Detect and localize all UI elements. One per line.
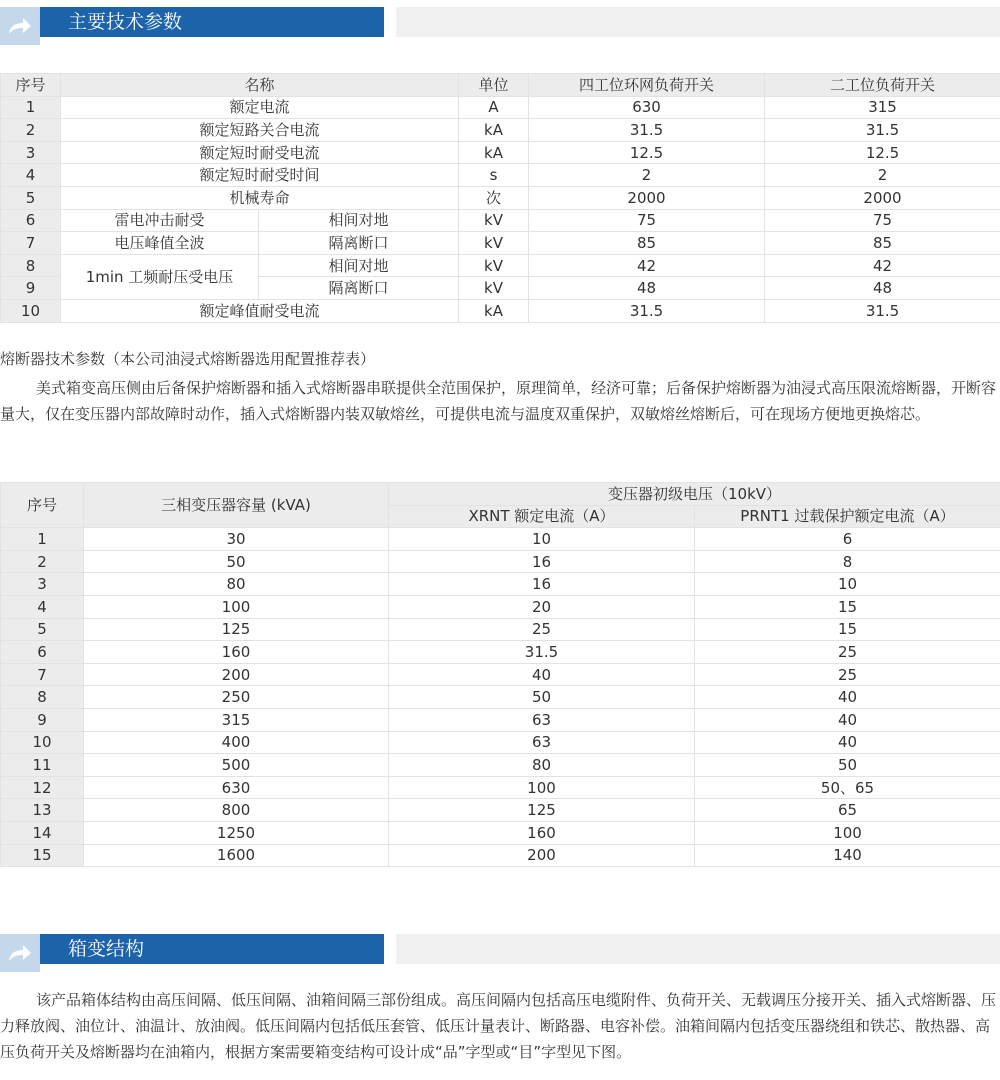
cell-xrnt: 20 xyxy=(389,595,695,618)
cell-prnt: 50 xyxy=(695,754,1000,777)
cell-unit: kA xyxy=(459,141,529,164)
header-capacity: 三相变压器容量 (kVA) xyxy=(84,483,389,528)
table-row xyxy=(1,686,1000,709)
section-header-structure xyxy=(0,934,1000,964)
cell-xrnt: 31.5 xyxy=(389,641,695,664)
cell-capacity: 125 xyxy=(84,618,389,641)
header-seq: 序号 xyxy=(1,74,61,97)
table-row xyxy=(1,141,1000,164)
fuse-section-title: 熔断器技术参数（本公司油浸式熔断器选用配置推荐表） xyxy=(0,350,376,368)
cell-seq: 15 xyxy=(1,844,84,867)
cell-unit: A xyxy=(459,96,529,119)
cell-value-1: 85 xyxy=(529,232,765,255)
cell-prnt: 50、65 xyxy=(695,776,1000,799)
fuse-recommendation-table xyxy=(0,482,1000,867)
cell-seq: 7 xyxy=(1,232,61,255)
cell-value-1: 42 xyxy=(529,254,765,277)
cell-name: 额定短路关合电流 xyxy=(61,119,459,142)
cell-unit: s xyxy=(459,164,529,187)
cell-xrnt: 63 xyxy=(389,708,695,731)
cell-unit: kV xyxy=(459,254,529,277)
cell-seq: 8 xyxy=(1,686,84,709)
cell-seq: 6 xyxy=(1,641,84,664)
table-row xyxy=(1,754,1000,777)
cell-value-2: 2 xyxy=(765,164,1000,187)
cell-unit: 次 xyxy=(459,186,529,209)
cell-value-2: 31.5 xyxy=(765,119,1000,142)
cell-prnt: 40 xyxy=(695,708,1000,731)
section-divider-bar xyxy=(396,7,1000,37)
cell-seq: 7 xyxy=(1,663,84,686)
header-four-position: 四工位环网负荷开关 xyxy=(529,74,765,97)
cell-name: 额定电流 xyxy=(61,96,459,119)
cell-xrnt: 200 xyxy=(389,844,695,867)
cell-xrnt: 80 xyxy=(389,754,695,777)
cell-prnt: 15 xyxy=(695,618,1000,641)
fuse-description: 美式箱变高压侧由后备保护熔断器和插入式熔断器串联提供全范围保护，原理简单，经济可靠；后备保护熔断器为油浸式高压限流熔断器，开断容量大，仅在变压器内部故障时动作，插入式熔断器内装双敏熔丝，可提供电流与温度双重保护，双敏熔丝熔断后，可在现场方便地更换熔芯。 xyxy=(0,379,997,423)
table-row xyxy=(1,708,1000,731)
section-title-bar xyxy=(40,934,384,964)
cell-xrnt: 16 xyxy=(389,550,695,573)
table-row xyxy=(1,595,1000,618)
cell-xrnt: 100 xyxy=(389,776,695,799)
cell-capacity: 250 xyxy=(84,686,389,709)
cell-value-1: 31.5 xyxy=(529,299,765,322)
cell-capacity: 80 xyxy=(84,573,389,596)
cell-seq: 8 xyxy=(1,254,61,277)
technical-parameters-table xyxy=(0,73,1000,323)
cell-seq: 4 xyxy=(1,595,84,618)
cell-seq: 9 xyxy=(1,277,61,300)
header-xrnt: XRNT 额定电流（A） xyxy=(389,505,695,528)
cell-unit: kV xyxy=(459,232,529,255)
cell-value-2: 75 xyxy=(765,209,1000,232)
structure-description: 该产品箱体结构由高压间隔、低压间隔、油箱间隔三部份组成。高压间隔内包括高压电缆附件、负荷开关、无载调压分接开关、插入式熔断器、压力释放阀、油位计、油温计、放油阀。低压间隔内包括低压套管、低压计量表计、断路器、电容补偿。油箱间隔内包括变压器绕组和铁芯、散热器、高压负荷开关及熔断器均在油箱内，根据方案需要箱变结构可设计成“品”字型或“目”字型见下图。 xyxy=(0,991,997,1061)
cell-value-1: 48 xyxy=(529,277,765,300)
cell-prnt: 15 xyxy=(695,595,1000,618)
table-row xyxy=(1,299,1000,322)
table-row xyxy=(1,96,1000,119)
header-primary-voltage: 变压器初级电压（10kV） xyxy=(389,483,1000,506)
cell-prnt: 25 xyxy=(695,663,1000,686)
cell-value-1: 75 xyxy=(529,209,765,232)
cell-seq: 10 xyxy=(1,731,84,754)
section-title-bar xyxy=(40,7,384,37)
cell-xrnt: 25 xyxy=(389,618,695,641)
cell-value-2: 31.5 xyxy=(765,299,1000,322)
cell-value-2: 2000 xyxy=(765,186,1000,209)
cell-value-2: 12.5 xyxy=(765,141,1000,164)
cell-value-1: 2000 xyxy=(529,186,765,209)
cell-prnt: 8 xyxy=(695,550,1000,573)
cell-seq: 14 xyxy=(1,821,84,844)
cell-seq: 5 xyxy=(1,186,61,209)
section-title: 主要技术参数 xyxy=(68,11,183,33)
table-row xyxy=(1,573,1000,596)
cell-capacity: 100 xyxy=(84,595,389,618)
cell-seq: 1 xyxy=(1,528,84,551)
cell-unit: kA xyxy=(459,119,529,142)
cell-capacity: 800 xyxy=(84,799,389,822)
cell-seq: 12 xyxy=(1,776,84,799)
cell-capacity: 315 xyxy=(84,708,389,731)
cell-prnt: 40 xyxy=(695,731,1000,754)
cell-seq: 9 xyxy=(1,708,84,731)
cell-seq: 6 xyxy=(1,209,61,232)
table-row xyxy=(1,528,1000,551)
cell-capacity: 50 xyxy=(84,550,389,573)
cell-xrnt: 63 xyxy=(389,731,695,754)
cell-sub-name: 相间对地 xyxy=(259,209,459,232)
table-row xyxy=(1,844,1000,867)
cell-value-2: 48 xyxy=(765,277,1000,300)
cell-capacity: 160 xyxy=(84,641,389,664)
cell-prnt: 40 xyxy=(695,686,1000,709)
cell-seq: 3 xyxy=(1,573,84,596)
table-row xyxy=(1,119,1000,142)
cell-capacity: 400 xyxy=(84,731,389,754)
table-row xyxy=(1,186,1000,209)
cell-unit: kV xyxy=(459,209,529,232)
cell-prnt: 140 xyxy=(695,844,1000,867)
cell-value-2: 85 xyxy=(765,232,1000,255)
share-arrow-icon xyxy=(0,7,40,45)
cell-capacity: 1250 xyxy=(84,821,389,844)
cell-value-2: 315 xyxy=(765,96,1000,119)
cell-name: 雷电冲击耐受 xyxy=(61,209,259,232)
table-row xyxy=(1,164,1000,187)
cell-xrnt: 16 xyxy=(389,573,695,596)
header-name: 名称 xyxy=(61,74,459,97)
table-header-row xyxy=(1,74,1000,97)
section-title: 箱变结构 xyxy=(68,938,145,960)
cell-unit: kA xyxy=(459,299,529,322)
cell-name: 机械寿命 xyxy=(61,186,459,209)
table-row xyxy=(1,821,1000,844)
cell-sub-name: 隔离断口 xyxy=(259,232,459,255)
cell-name: 额定峰值耐受电流 xyxy=(61,299,459,322)
cell-value-1: 31.5 xyxy=(529,119,765,142)
cell-seq: 1 xyxy=(1,96,61,119)
share-arrow-icon xyxy=(0,934,40,972)
table-row xyxy=(1,731,1000,754)
cell-name: 1min 工频耐压受电压 xyxy=(61,254,259,299)
cell-xrnt: 40 xyxy=(389,663,695,686)
cell-capacity: 500 xyxy=(84,754,389,777)
cell-value-1: 630 xyxy=(529,96,765,119)
cell-sub-name: 相间对地 xyxy=(259,254,459,277)
cell-prnt: 65 xyxy=(695,799,1000,822)
cell-seq: 11 xyxy=(1,754,84,777)
cell-xrnt: 160 xyxy=(389,821,695,844)
cell-xrnt: 10 xyxy=(389,528,695,551)
cell-seq: 5 xyxy=(1,618,84,641)
section-divider-bar xyxy=(396,934,1000,964)
table-row xyxy=(1,776,1000,799)
cell-capacity: 200 xyxy=(84,663,389,686)
cell-prnt: 25 xyxy=(695,641,1000,664)
table-header-row xyxy=(1,483,1000,506)
cell-seq: 2 xyxy=(1,550,84,573)
table-row xyxy=(1,663,1000,686)
cell-value-2: 42 xyxy=(765,254,1000,277)
header-seq: 序号 xyxy=(1,483,84,528)
cell-seq: 4 xyxy=(1,164,61,187)
header-two-position: 二工位负荷开关 xyxy=(765,74,1000,97)
cell-capacity: 630 xyxy=(84,776,389,799)
cell-prnt: 100 xyxy=(695,821,1000,844)
table-row xyxy=(1,641,1000,664)
cell-capacity: 30 xyxy=(84,528,389,551)
cell-prnt: 10 xyxy=(695,573,1000,596)
cell-seq: 10 xyxy=(1,299,61,322)
cell-seq: 3 xyxy=(1,141,61,164)
header-prnt: PRNT1 过载保护额定电流（A） xyxy=(695,505,1000,528)
cell-seq: 2 xyxy=(1,119,61,142)
table-row xyxy=(1,232,1000,255)
cell-seq: 13 xyxy=(1,799,84,822)
cell-xrnt: 50 xyxy=(389,686,695,709)
cell-value-1: 2 xyxy=(529,164,765,187)
cell-prnt: 6 xyxy=(695,528,1000,551)
cell-capacity: 1600 xyxy=(84,844,389,867)
cell-value-1: 12.5 xyxy=(529,141,765,164)
header-unit: 单位 xyxy=(459,74,529,97)
cell-name: 额定短时耐受时间 xyxy=(61,164,459,187)
cell-sub-name: 隔离断口 xyxy=(259,277,459,300)
cell-unit: kV xyxy=(459,277,529,300)
section-header-parameters xyxy=(0,7,1000,37)
table-row xyxy=(1,550,1000,573)
cell-name: 额定短时耐受电流 xyxy=(61,141,459,164)
table-row xyxy=(1,799,1000,822)
table-row xyxy=(1,209,1000,232)
table-row xyxy=(1,254,1000,277)
cell-xrnt: 125 xyxy=(389,799,695,822)
cell-name: 电压峰值全波 xyxy=(61,232,259,255)
table-row xyxy=(1,618,1000,641)
